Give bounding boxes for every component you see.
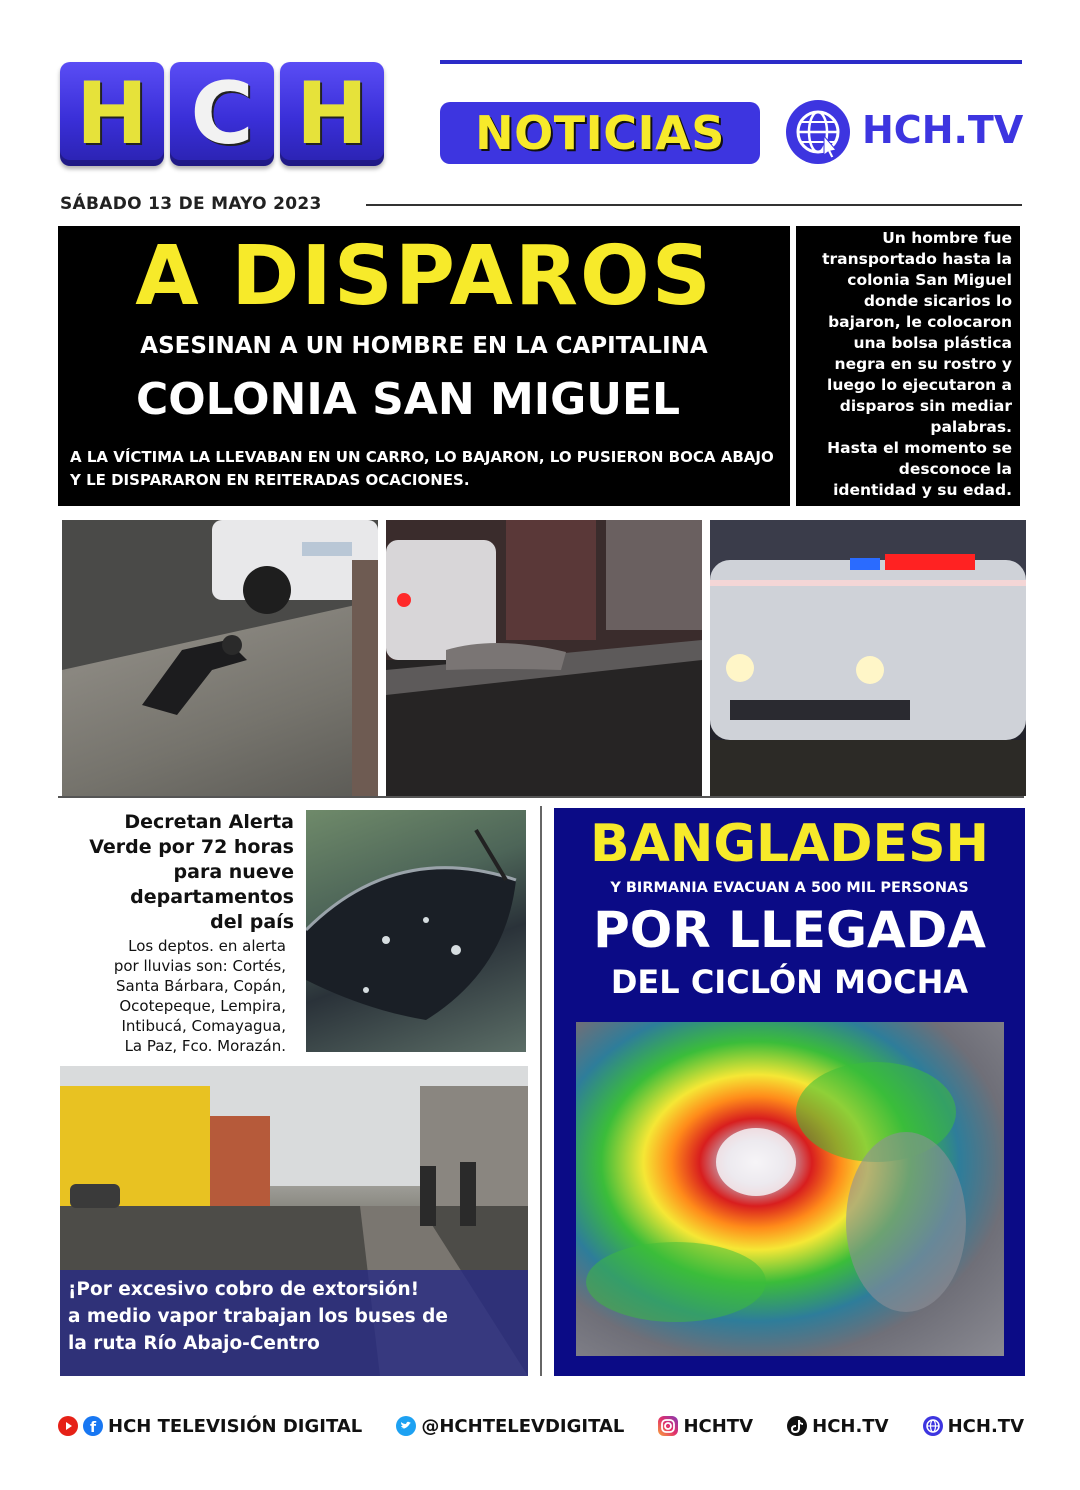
instagram-icon bbox=[658, 1416, 678, 1436]
police-patrol-photo bbox=[710, 520, 1026, 796]
alert-story-body: Los deptos. en alerta por lluvias son: Cortés, Santa Bárbara, Copán, Ocotepeque, Lempira, Intibucá, Comayagua, La Paz, Fco. Morazán. bbox=[113, 937, 286, 1055]
logo-letter-box bbox=[60, 62, 164, 166]
cyclone-subhead: Y BIRMANIA EVACUAN A 500 MIL PERSONAS bbox=[610, 880, 969, 896]
column-divider bbox=[540, 806, 542, 1376]
tiktok-icon bbox=[787, 1416, 807, 1436]
alert-story-title: Decretan Alerta Verde por 72 horas para nueve departamentos del país bbox=[89, 811, 294, 933]
globe-icon bbox=[923, 1416, 943, 1436]
crime-scene-photo-street bbox=[386, 520, 702, 796]
bus-story-caption: ¡Por excesivo cobro de extorsión! a medio vapor trabajan los buses de la ruta Río Abajo-Centro bbox=[68, 1279, 448, 1354]
logo-letter: H bbox=[76, 64, 148, 164]
hch-logo bbox=[60, 62, 384, 166]
logo-letter-box bbox=[170, 62, 274, 166]
lead-sidebar-text: Un hombre fue transportado hasta la colonia San Miguel donde sicarios lo bajaron, le colocaron una bolsa plástica negra en su rostro y luego lo ejecutaron a disparos sin mediar palabras. Hasta el momento se desconoce la identidad y su edad. bbox=[822, 229, 1012, 499]
footer-social-label: HCH.TV bbox=[812, 1415, 889, 1437]
svg-text:f: f bbox=[90, 1420, 97, 1436]
lead-deck: A LA VÍCTIMA LA LLEVABAN EN UN CARRO, LO BAJARON, LO PUSIERON BOCA ABAJO Y LE DISPARARON EN REITERADAS OCACIONES. bbox=[70, 448, 774, 489]
footer-social-twitter[interactable] bbox=[396, 1416, 624, 1437]
footer-social-label: HCHTV bbox=[683, 1415, 754, 1437]
footer-social-facebook-youtube[interactable] bbox=[58, 1416, 362, 1437]
cyclone-satellite-image bbox=[576, 1022, 1004, 1356]
section-badge bbox=[440, 102, 760, 164]
footer-social-bar bbox=[58, 1410, 1024, 1442]
lead-headline: A DISPAROS bbox=[135, 229, 713, 324]
cyclone-headline: BANGLADESH bbox=[589, 814, 990, 874]
logo-letter: H bbox=[296, 64, 368, 164]
footer-social-tiktok[interactable] bbox=[787, 1416, 888, 1437]
crime-scene-photo-body bbox=[62, 520, 378, 796]
logo-letter: C bbox=[190, 64, 254, 164]
lead-subhead-location: COLONIA SAN MIGUEL bbox=[135, 374, 681, 425]
youtube-icon bbox=[58, 1416, 78, 1436]
footer-social-label: HCH TELEVISIÓN DIGITAL bbox=[108, 1415, 363, 1437]
umbrella-rain-photo bbox=[306, 810, 526, 1052]
footer-social-instagram[interactable] bbox=[658, 1416, 753, 1437]
globe-cursor-icon bbox=[786, 100, 850, 164]
section-divider bbox=[58, 796, 1024, 798]
lead-subhead: ASESINAN A UN HOMBRE EN LA CAPITALINA bbox=[140, 333, 708, 359]
facebook-icon bbox=[83, 1416, 103, 1436]
logo-letter-box bbox=[280, 62, 384, 166]
date-divider bbox=[366, 204, 1022, 206]
cyclone-subhead-name: DEL CICLÓN MOCHA bbox=[610, 963, 969, 1001]
footer-social-website[interactable] bbox=[923, 1416, 1024, 1437]
site-url: HCH.TV bbox=[862, 108, 1024, 152]
section-label: NOTICIAS bbox=[475, 106, 725, 160]
issue-date: SÁBADO 13 DE MAYO 2023 bbox=[60, 194, 322, 214]
footer-social-label: @HCHTELEVDIGITAL bbox=[421, 1415, 625, 1437]
footer-social-label: HCH.TV bbox=[947, 1415, 1024, 1437]
top-divider bbox=[440, 60, 1022, 64]
cyclone-subhead-large: POR LLEGADA bbox=[593, 901, 986, 959]
twitter-icon bbox=[396, 1416, 416, 1436]
